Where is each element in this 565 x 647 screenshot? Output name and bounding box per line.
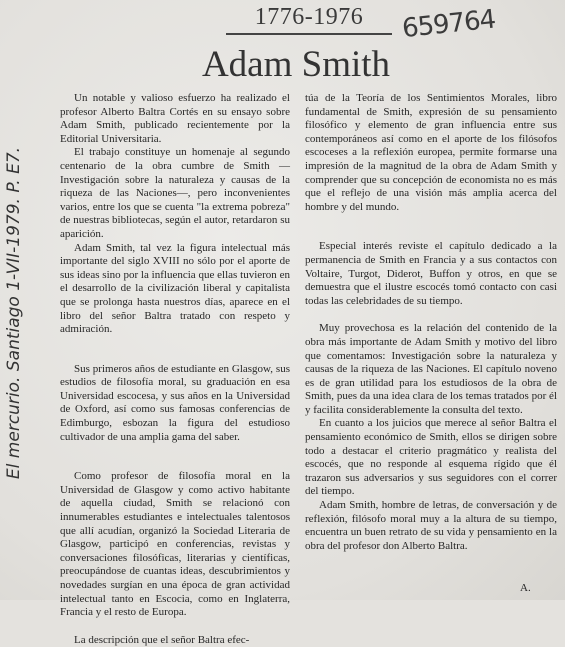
dates-underline (226, 33, 392, 35)
right-column (305, 92, 557, 553)
paragraph: Sus primeros años de estudiante en Glasgow, sus estudios de filosofía moral, su graduación en esa Universidad escocesa, y sus años en la Universidad de Oxford, así como sus famosas conferencias de Edimburgo, esbozan la figura del estudioso cultivador de una amplia gama del saber. (60, 362, 290, 443)
paragraph: Un notable y valioso esfuerzo ha realizado el profesor Alberto Baltra Cortés en su ensayo sobre Adam Smith, publicado recientemente por la Editorial Universitaria. (60, 92, 290, 145)
paragraph: Especial interés reviste el capítulo dedicado a la permanencia de Smith en Francia y a sus contactos con Voltaire, Turgot, Diderot, Buffon y otros, en que se demuestra que el ilustre escocés tomó contacto con casi todas las celebridades de su tiempo. (305, 240, 557, 307)
paragraph: Muy provechosa es la relación del contenido de la obra más importante de Adam Smith y motivo del libro que comentamos: Investigación sobre la naturaleza y causas de la riqueza de las Naciones. El capítulo noveno es de gran utilidad para los estudiosos de la obra de Smith, pues da una idea clara de los temas tratados por él y facilita considerablemente la consulta del texto. (305, 322, 557, 416)
paragraph: túa de la Teoría de los Sentimientos Morales, libro fundamental de Smith, expresión de su pensamiento filosófico y elemento de gran influencia entre sus contemporáneos así como en el aporte de los filósofos escoceses a la reflexión europea, permite formarse una impresión de la magnitud de la obra de Adam Smith y comprender que su concepción de economista no es más que el reflejo de una visión más amplia acerca del hombre y del mundo. (305, 92, 557, 213)
paragraph: Adam Smith, hombre de letras, de conversación y de reflexión, filósofo moral muy a la altura de su tiempo, encuentra un buen retrato de su vida y pensamiento en la obra del profesor don Alberto Baltra. (305, 499, 557, 552)
left-column (60, 92, 290, 647)
paragraph: La descripción que el señor Baltra efec- (74, 633, 250, 646)
paragraph: En cuanto a los juicios que merece al señor Baltra el pensamiento económico de Smith, ellos se dirigen sobre todo a destacar el criterio pragmático y realista del escocés, que no responde al esquema rígido que él trazaron sus adversarios y sus seguidores con el correr del tiempo. (305, 417, 557, 498)
handwritten-margin-note: El mercurio. Santiago 1-VII-1979. P. E7. (4, 146, 24, 480)
archive-stamp-number: 659764 (400, 4, 497, 45)
article-title: Adam Smith (201, 44, 391, 85)
author-initial: A. (520, 582, 531, 594)
paragraph: El trabajo constituye un homenaje al segundo centenario de la obra cumbre de Smith —Investigación sobre la naturaleza y causas de la riqueza de las Naciones—, pero inconvenientes varios, entre los que se cuenta "la extrema pobreza" de nuestras bibliotecas, según el autor, retardaron su aparición. (60, 146, 290, 240)
paragraph: Como profesor de filosofía moral en la Universidad de Glasgow y como activo habitante de aquella ciudad, Smith se relacionó con innumerables estudiantes e intelectuales talentosos que allí acudían, organizó la Sociedad Literaria de Glasgow, participó en conferencias, revistas y conversaciones filosóficas, literarias y científicas, preocupándose de cuantas ideas, descubrimientos y novedades surgían en una época de gran actividad intelectual tanto en Escocia, como en Inglaterra, Francia y el resto de Europa. (60, 470, 290, 619)
dates-heading: 1776-1976 (254, 4, 364, 30)
paragraph: Adam Smith, tal vez la figura intelectual más importante del siglo XVIII no sólo por el aporte de sus ideas sino por la influencia que ellas tuvieron en el desarrollo de la civilización liberal y capitalista que se prolonga hasta nuestros días, aparece en el libro del señor Baltra tratado con respeto y admiración. (60, 241, 290, 336)
